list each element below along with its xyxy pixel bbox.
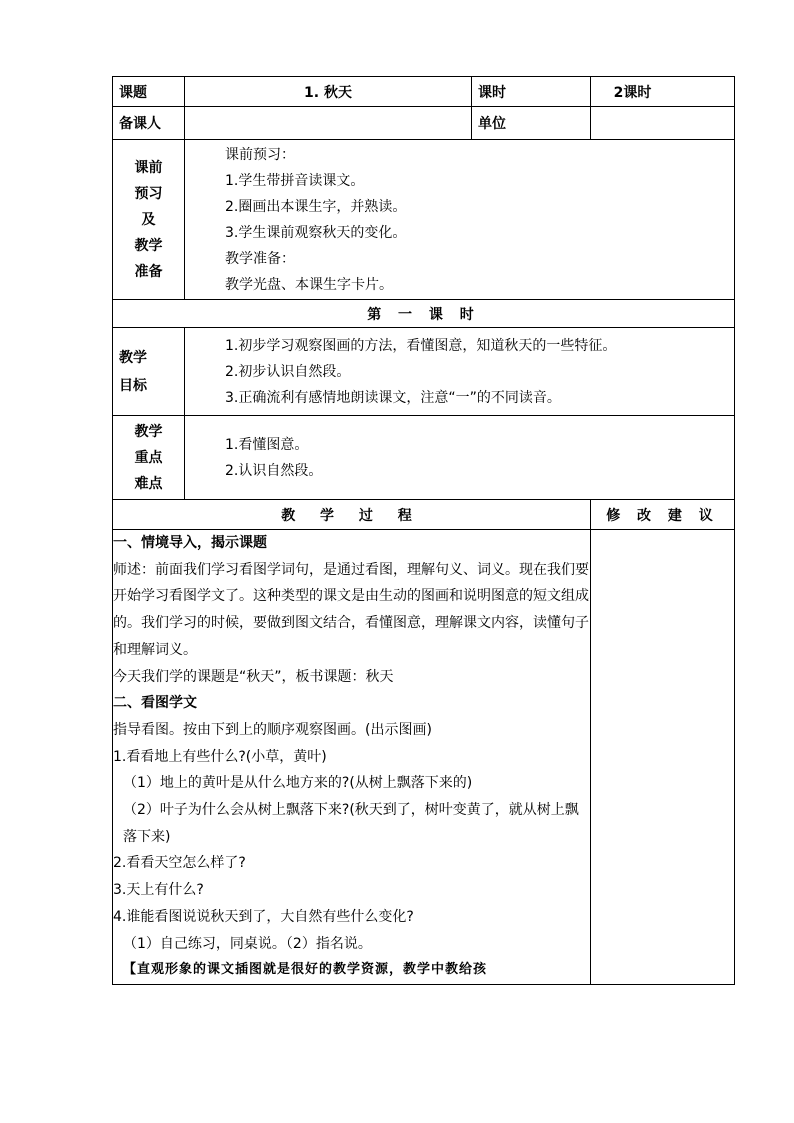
prep-line: 教学光盘、本课生字卡片。 xyxy=(225,276,393,293)
prep-label-line: 课前 xyxy=(134,159,163,176)
keypoints-label-line: 重点 xyxy=(134,449,163,466)
goal-line: 3.正确流利有感情地朗读课文，注意“一”的不同读音。 xyxy=(225,389,561,406)
topic-label: 课题 xyxy=(113,77,185,107)
prep-line: 1.学生带拼音读课文。 xyxy=(225,172,365,189)
lesson-banner: 第 一 课 时 xyxy=(113,300,735,328)
process-paragraph: 师述：前面我们学习看图学词句，是通过看图，理解句义、词义。现在我们要开始学习看图学文了。这种类型的课文是由生动的图画和说明图意的短文组成的。我们学习的时候，要做到图文结合，看懂图意，理解课文内容，读懂句子和理解词义。 xyxy=(113,561,589,658)
process-paragraph: 今天我们学的课题是“秋天”，板书课题：秋天 xyxy=(113,668,394,685)
suggestion-heading: 修 改 建 议 xyxy=(591,500,735,530)
goals-content xyxy=(185,328,735,416)
process-paragraph: 2.看看天空怎么样了? xyxy=(113,855,246,872)
goal-line: 2.初步认识自然段。 xyxy=(225,363,351,380)
keypoint-line: 1.看懂图意。 xyxy=(225,436,309,453)
preparer-label: 备课人 xyxy=(113,107,185,140)
goals-label-line: 教学 xyxy=(119,349,147,366)
process-note: 【直观形象的课文插图就是很好的教学资源，教学中教给孩 xyxy=(123,962,488,978)
prep-label-line: 教学 xyxy=(134,237,163,254)
goal-line: 1.初步学习观察图画的方法，看懂图意，知道秋天的一些特征。 xyxy=(225,337,617,354)
topic-value: 1. 秋天 xyxy=(185,77,472,107)
prep-line: 教学准备： xyxy=(225,250,295,267)
suggestion-cell xyxy=(591,530,735,985)
goals-label-line: 目标 xyxy=(119,377,147,394)
prep-label-line: 及 xyxy=(141,211,156,228)
prep-label xyxy=(113,140,185,300)
keypoints-label xyxy=(113,416,185,500)
process-section-heading: 二、看图学文 xyxy=(113,695,197,712)
process-heading: 教 学 过 程 xyxy=(113,500,591,530)
process-subitem: （1）地上的黄叶是从什么地方来的?(从树上飘落下来的) xyxy=(123,775,473,792)
lesson-plan-table xyxy=(112,76,735,985)
unit-label: 单位 xyxy=(472,107,591,140)
prep-label-line: 准备 xyxy=(134,263,163,280)
prep-content xyxy=(185,140,735,300)
keypoints-content xyxy=(185,416,735,500)
keypoints-label-line: 教学 xyxy=(134,423,163,440)
prep-label-line: 预习 xyxy=(134,185,163,202)
prep-line: 课前预习： xyxy=(225,146,295,163)
process-subitem: （2）叶子为什么会从树上飘落下来?(秋天到了，树叶变黄了，就从树上飘落下来) xyxy=(123,802,579,845)
process-section-heading: 一、情境导入，揭示课题 xyxy=(113,535,267,551)
process-body xyxy=(113,530,591,985)
preparer-value xyxy=(185,107,472,140)
hours-label: 课时 xyxy=(472,77,591,107)
process-paragraph: 4.谁能看图说说秋天到了，大自然有些什么变化? xyxy=(113,908,414,925)
unit-value xyxy=(591,107,735,140)
hours-value: 2课时 xyxy=(591,77,735,107)
prep-line: 3.学生课前观察秋天的变化。 xyxy=(225,224,407,241)
goals-label xyxy=(113,328,185,416)
keypoint-line: 2.认识自然段。 xyxy=(225,462,323,479)
process-paragraph: 1.看看地上有些什么?(小草，黄叶) xyxy=(113,748,327,765)
process-subitem: （1）自己练习，同桌说。（2）指名说。 xyxy=(123,935,372,952)
process-paragraph: 3.天上有什么? xyxy=(113,882,204,899)
prep-line: 2.圈画出本课生字，并熟读。 xyxy=(225,198,407,215)
process-paragraph: 指导看图。按由下到上的顺序观察图画。(出示图画) xyxy=(113,721,432,738)
keypoints-label-line: 难点 xyxy=(134,475,163,492)
